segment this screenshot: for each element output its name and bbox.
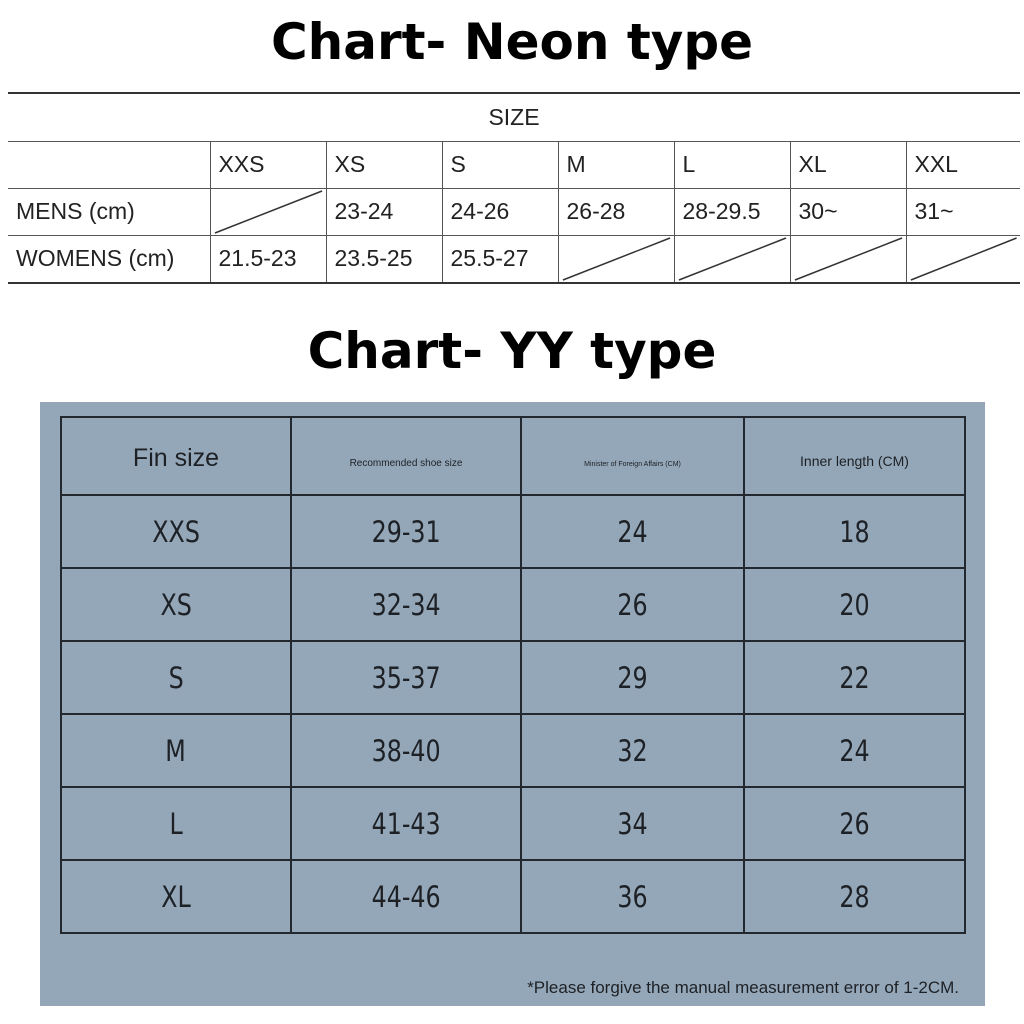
table-cell: 26-28 bbox=[558, 188, 674, 235]
table-cell: 24 bbox=[521, 495, 744, 568]
size-header-cell: XS bbox=[326, 141, 442, 188]
table-cell: 38-40 bbox=[291, 714, 521, 787]
column-header-fin-size: Fin size bbox=[61, 417, 291, 495]
size-header: SIZE bbox=[8, 93, 1020, 141]
row-label-mens: MENS (cm) bbox=[8, 188, 210, 235]
yy-size-table bbox=[60, 416, 966, 934]
table-cell: 30~ bbox=[790, 188, 906, 235]
empty-slash-cell bbox=[674, 235, 790, 283]
table-cell: 36 bbox=[521, 860, 744, 933]
size-header-cell: XL bbox=[790, 141, 906, 188]
table-cell: 22 bbox=[744, 641, 965, 714]
table-cell: 24-26 bbox=[442, 188, 558, 235]
table-cell: 32 bbox=[521, 714, 744, 787]
size-header-cell: L bbox=[674, 141, 790, 188]
table-row bbox=[61, 568, 965, 641]
table-cell: 18 bbox=[744, 495, 965, 568]
size-header-cell: M bbox=[558, 141, 674, 188]
table-row bbox=[61, 714, 965, 787]
table-row bbox=[61, 641, 965, 714]
table-cell: L bbox=[61, 787, 291, 860]
table-cell: 26 bbox=[521, 568, 744, 641]
table-cell: M bbox=[61, 714, 291, 787]
table-cell: 26 bbox=[744, 787, 965, 860]
column-header-inner-length: Inner length (CM) bbox=[744, 417, 965, 495]
table-cell: 34 bbox=[521, 787, 744, 860]
measurement-note: *Please forgive the manual measurement error of 1-2CM. bbox=[527, 978, 959, 997]
column-header-shoe-size: Recommended shoe size bbox=[291, 417, 521, 495]
empty-slash-cell bbox=[906, 235, 1020, 283]
table-cell: 28-29.5 bbox=[674, 188, 790, 235]
table-cell: 24 bbox=[744, 714, 965, 787]
size-header-cell: S bbox=[442, 141, 558, 188]
table-cell: XXS bbox=[61, 495, 291, 568]
table-cell: 20 bbox=[744, 568, 965, 641]
neon-size-table bbox=[8, 92, 1020, 284]
size-header-cell: XXS bbox=[210, 141, 326, 188]
table-cell: 44-46 bbox=[291, 860, 521, 933]
table-cell: 41-43 bbox=[291, 787, 521, 860]
table-row bbox=[61, 495, 965, 568]
table-cell: XL bbox=[61, 860, 291, 933]
column-header-foot-length: Minister of Foreign Affairs (CM) bbox=[521, 417, 744, 495]
neon-chart-title: Chart- Neon type bbox=[270, 13, 754, 71]
empty-slash-cell bbox=[558, 235, 674, 283]
table-cell: 23.5-25 bbox=[326, 235, 442, 283]
empty-slash-cell bbox=[210, 188, 326, 235]
table-cell: 35-37 bbox=[291, 641, 521, 714]
empty-slash-cell bbox=[790, 235, 906, 283]
table-cell: 23-24 bbox=[326, 188, 442, 235]
row-label-womens: WOMENS (cm) bbox=[8, 235, 210, 283]
table-cell: 32-34 bbox=[291, 568, 521, 641]
table-cell: 29-31 bbox=[291, 495, 521, 568]
table-cell: 28 bbox=[744, 860, 965, 933]
table-cell: 21.5-23 bbox=[210, 235, 326, 283]
table-cell: 31~ bbox=[906, 188, 1020, 235]
table-row bbox=[61, 787, 965, 860]
size-header-cell: XXL bbox=[906, 141, 1020, 188]
table-cell: S bbox=[61, 641, 291, 714]
table-cell: 25.5-27 bbox=[442, 235, 558, 283]
yy-chart-title: Chart- YY type bbox=[307, 322, 717, 380]
corner-cell bbox=[8, 141, 210, 188]
table-row bbox=[61, 860, 965, 933]
table-cell: XS bbox=[61, 568, 291, 641]
yy-size-chart-image bbox=[40, 402, 985, 1006]
table-cell: 29 bbox=[521, 641, 744, 714]
